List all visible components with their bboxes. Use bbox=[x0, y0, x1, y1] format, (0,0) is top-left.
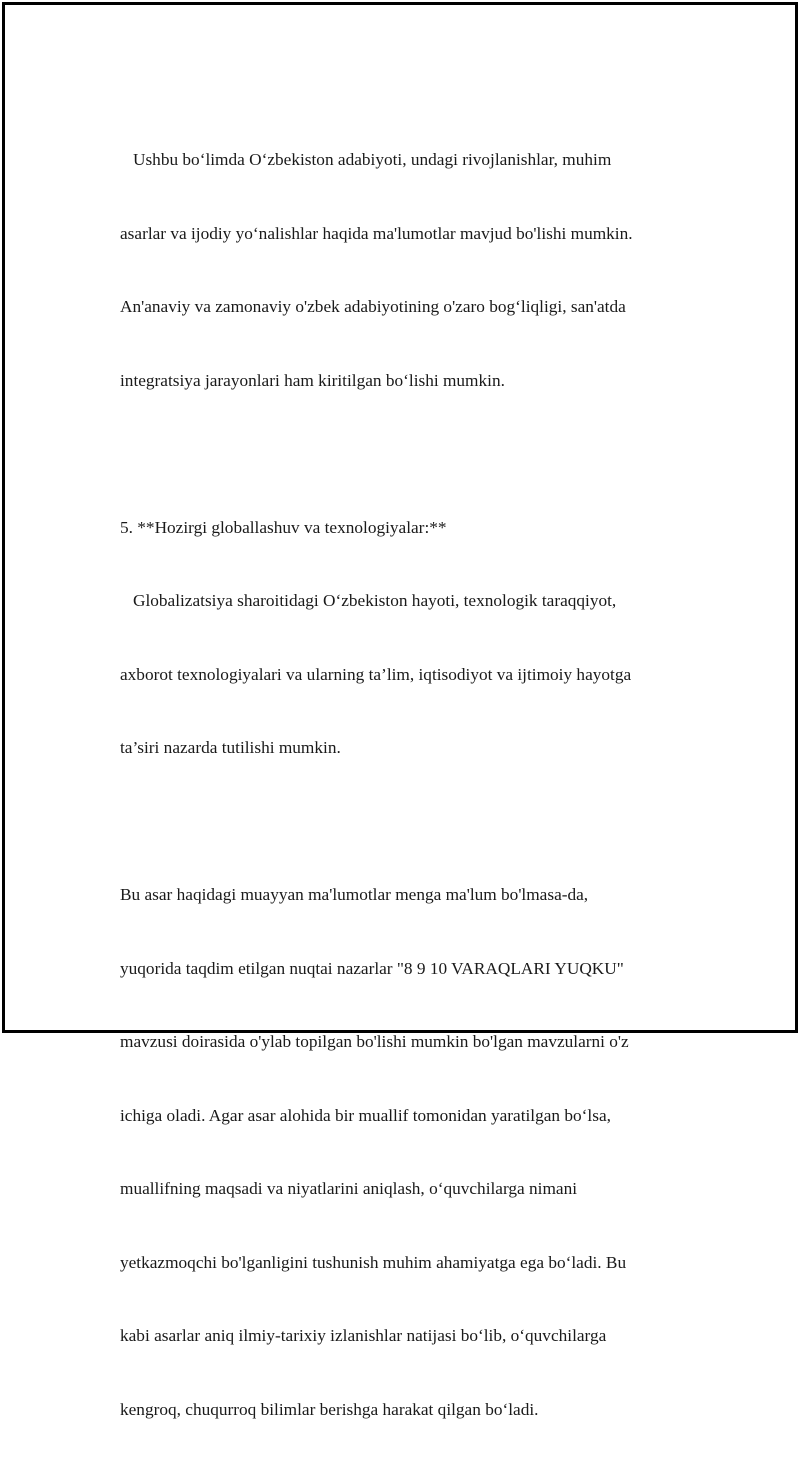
text-line: integratsiya jarayonlari ham kiritilgan bo‘lishi mumkin. bbox=[120, 370, 505, 390]
text-line: An'anaviy va zamonaviy o'zbek adabiyotining o'zaro bog‘liqligi, san'atda bbox=[120, 297, 626, 316]
paragraph-spacer bbox=[120, 442, 680, 467]
paragraph-uzbek-literature bbox=[120, 99, 680, 442]
text-line: ichiga oladi. Agar asar alohida bir muallif tomonidan yaratilgan bo‘lsa, bbox=[120, 1105, 611, 1125]
paragraph-spacer bbox=[120, 810, 680, 835]
text-line: mavzusi doirasida o'ylab topilgan bo'lishi mumkin bo'lgan mavzularni o'z bbox=[120, 1032, 629, 1051]
document-page bbox=[2, 2, 798, 1419]
text-line: yuqorida taqdim etilgan nuqtai nazarlar "8 9 10 VARAQLARI YUQKU" bbox=[120, 958, 624, 978]
text-line: Ushbu bo‘limda O‘zbekiston adabiyoti, undagi rivojlanishlar, muhim bbox=[120, 150, 612, 169]
text-line: Bu asar haqidagi muayyan ma'lumotlar menga ma'lum bo'lmasa-da, bbox=[120, 885, 589, 904]
text-line: ta’siri nazarda tutilishi mumkin. bbox=[120, 738, 341, 757]
section-globalization bbox=[120, 467, 680, 810]
text-line: kengroq, chuqurroq bilimlar berishga harakat qilgan bo‘ladi. bbox=[120, 1399, 539, 1419]
text-line: Globalizatsiya sharoitidagi O‘zbekiston hayoti, texnologik taraqqiyot, bbox=[120, 591, 617, 610]
text-line: kabi asarlar aniq ilmiy-tarixiy izlanishlar natijasi bo‘lib, o‘quvchilarga bbox=[120, 1326, 607, 1345]
section-heading: 5. **Hozirgi globallashuv va texnologiyalar:** bbox=[120, 517, 447, 537]
text-line: asarlar va ijodiy yo‘nalishlar haqida ma'lumotlar mavjud bo'lishi mumkin. bbox=[120, 223, 633, 243]
document-body bbox=[120, 99, 680, 1471]
text-line: axborot texnologiyalari va ularning ta’lim, iqtisodiyot va ijtimoiy hayotga bbox=[120, 664, 632, 684]
paragraph-conclusion bbox=[120, 834, 680, 1471]
text-line: muallifning maqsadi va niyatlarini aniqlash, o‘quvchilarga nimani bbox=[120, 1179, 578, 1198]
text-line: yetkazmoqchi bo'lganligini tushunish muhim ahamiyatga ega bo‘ladi. Bu bbox=[120, 1252, 627, 1272]
